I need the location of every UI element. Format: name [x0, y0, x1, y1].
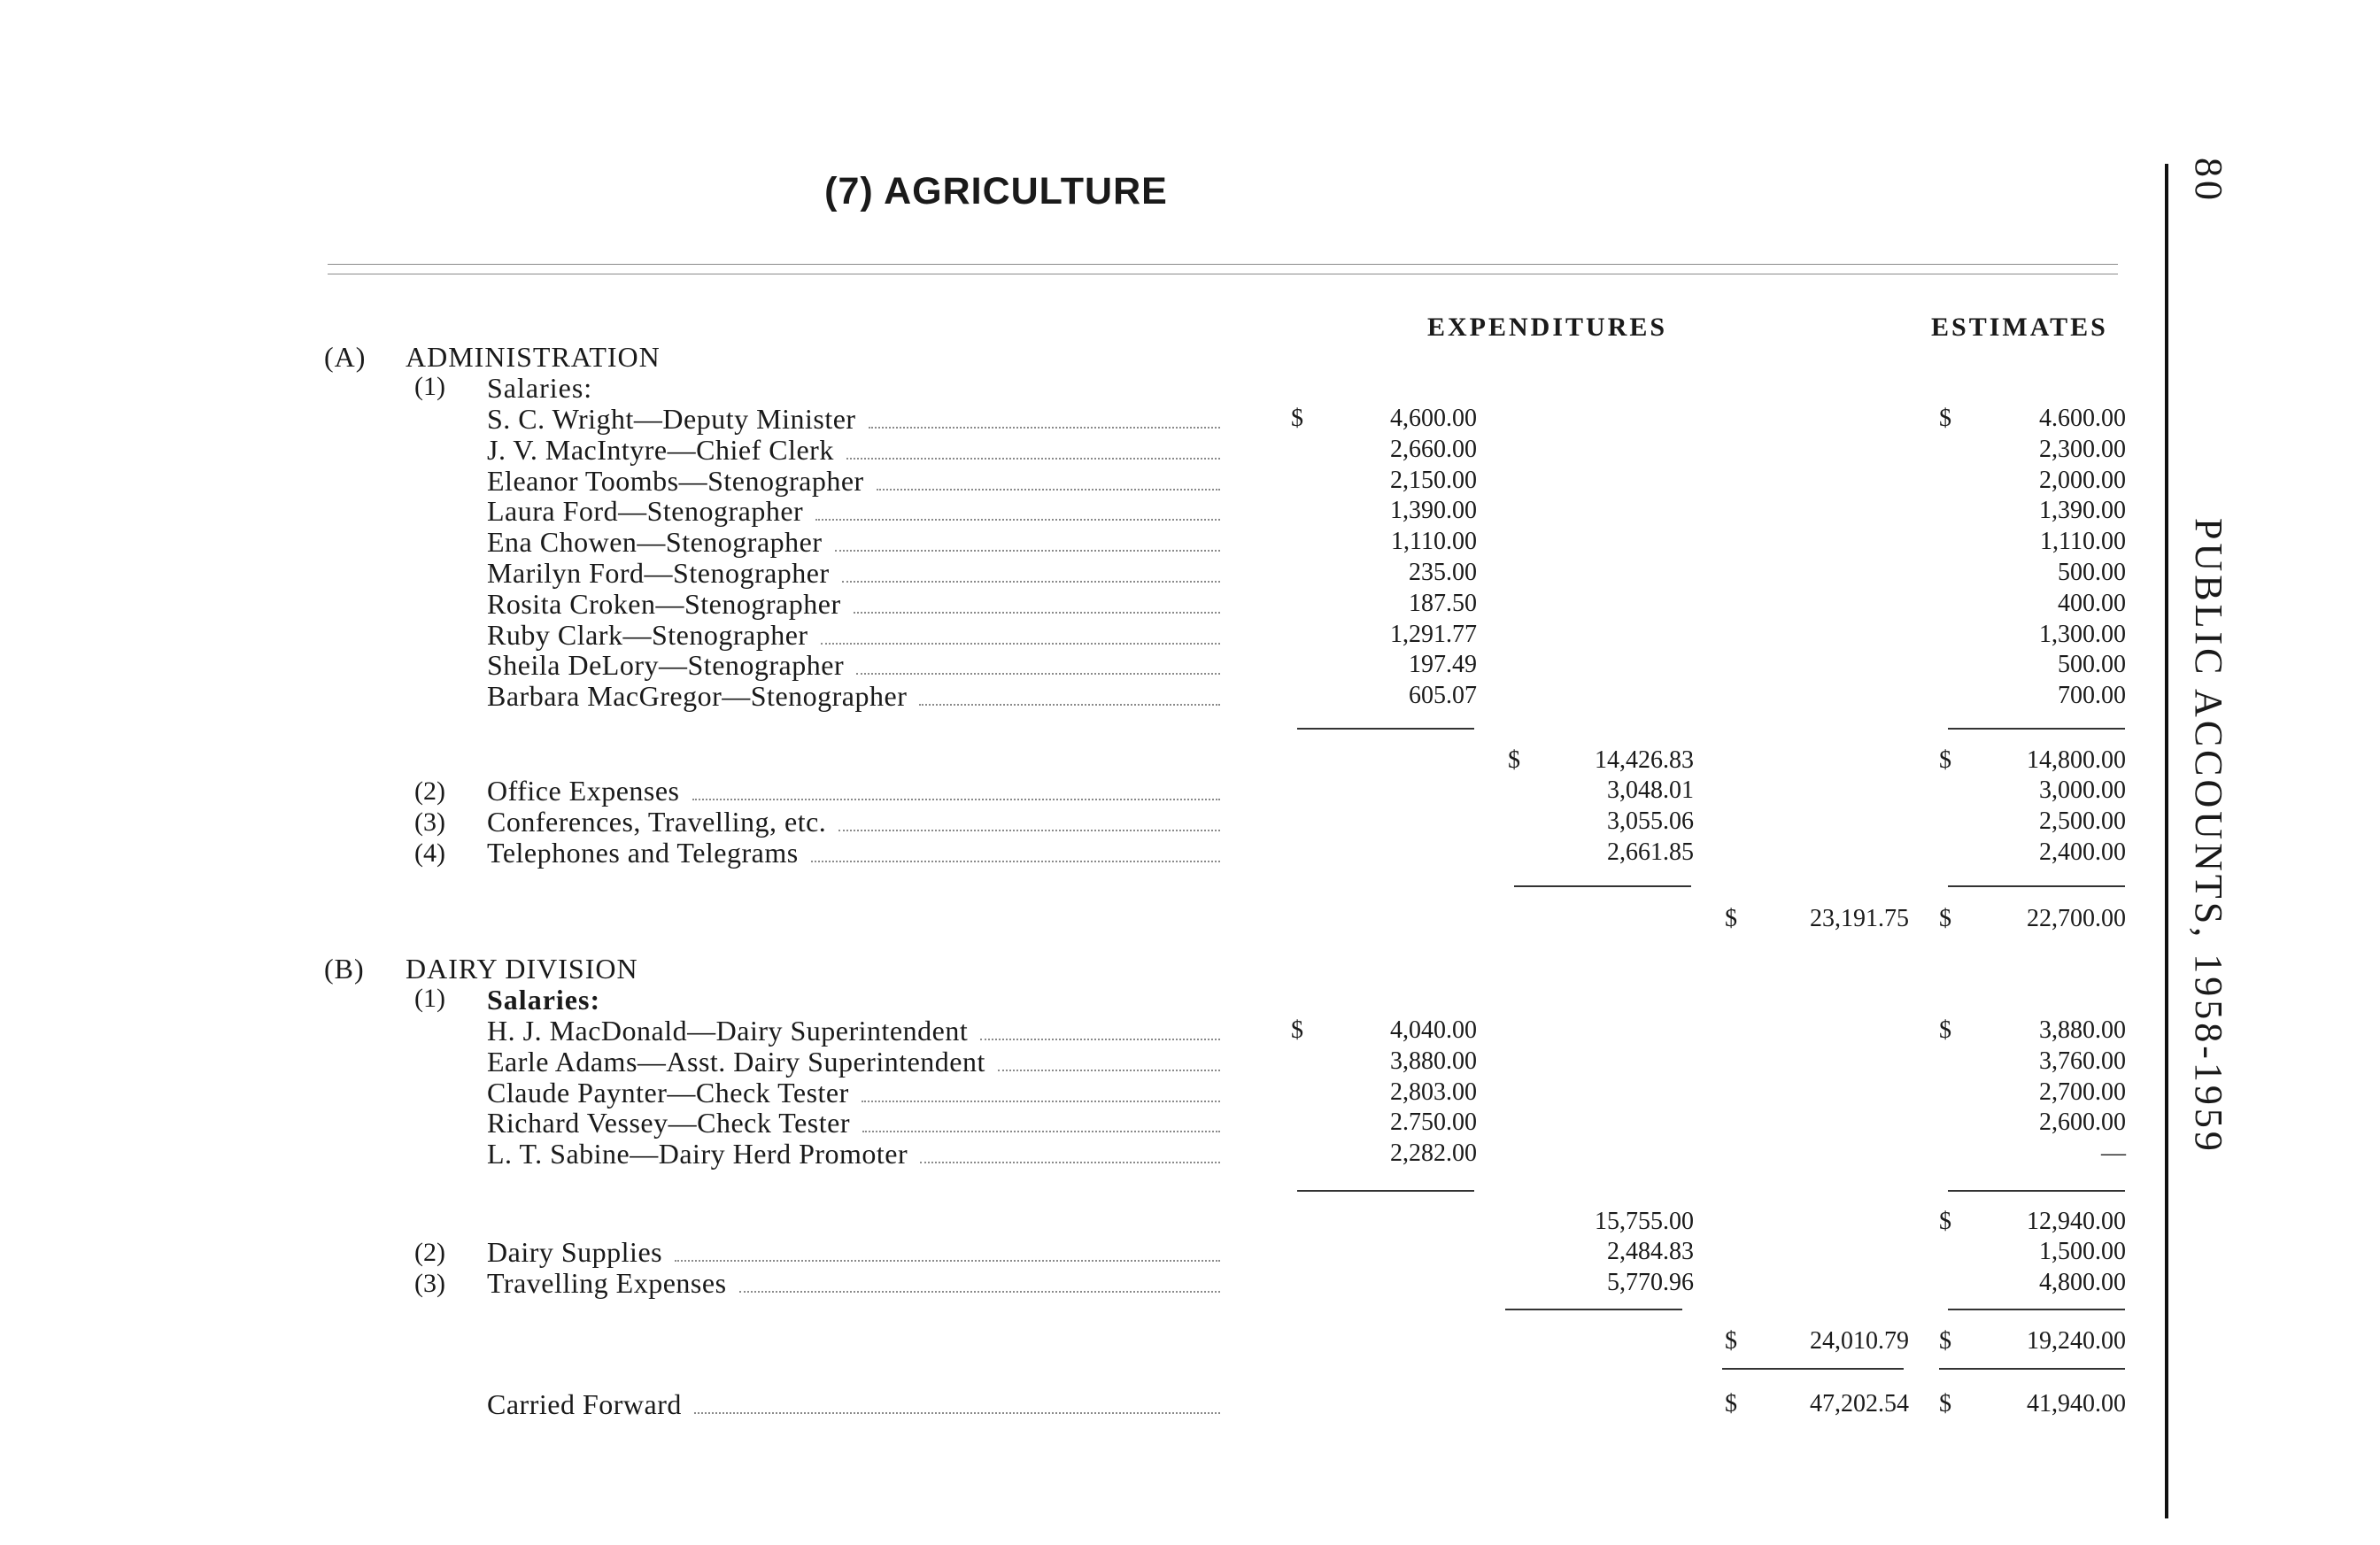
- expenditure-value: 3,880.00: [1390, 1047, 1477, 1075]
- item-number: (1): [414, 372, 445, 401]
- dollar-sign: $: [1939, 1208, 1951, 1235]
- subtotal-rule: [1297, 1190, 1474, 1192]
- subtotal-rule: [1948, 1190, 2125, 1192]
- employee-name: J. V. MacIntyre—Chief Clerk: [487, 433, 834, 466]
- estimate-value: 500.00: [2058, 559, 2126, 586]
- expenditure-value: 2,803.00: [1390, 1078, 1477, 1106]
- table-row: [487, 495, 1220, 528]
- carried-forward-estimate-total: 41,940.00: [2027, 1390, 2126, 1418]
- expenditure-value: 3,055.06: [1607, 807, 1694, 835]
- leader-dots: [842, 561, 1220, 583]
- employee-name: Richard Vessey—Check Tester: [487, 1107, 850, 1139]
- table-row: [487, 1267, 1220, 1297]
- expenditure-value: 2,282.00: [1390, 1139, 1477, 1168]
- employee-name: Ruby Clark—Stenographer: [487, 618, 808, 651]
- item-number: (3): [414, 1269, 445, 1298]
- leader-dots: [877, 469, 1220, 491]
- dollar-sign: $: [1939, 905, 1951, 932]
- subtotal-rule: [1948, 885, 2125, 887]
- expenditure-value: 2,150.00: [1390, 466, 1477, 494]
- item-number: (2): [414, 776, 445, 806]
- expenditure-value: 2,484.83: [1607, 1238, 1694, 1265]
- estimate-value: 2,700.00: [2039, 1078, 2126, 1106]
- expense-name: Conferences, Travelling, etc.: [487, 806, 827, 838]
- expense-name: Office Expenses: [487, 775, 680, 807]
- leader-dots: [821, 623, 1220, 645]
- expenditure-value: 1,390.00: [1390, 497, 1477, 525]
- expenditure-value: 2,661.85: [1607, 838, 1694, 866]
- leader-dots: [838, 810, 1220, 831]
- expenditure-value: 4,600.00: [1390, 405, 1477, 432]
- estimate-value: 700.00: [2058, 682, 2126, 710]
- salaries-label: Salaries:: [487, 984, 601, 1016]
- section-total: 23,191.75: [1810, 905, 1909, 932]
- estimate-value: 1,110.00: [2040, 528, 2126, 556]
- leader-dots: [846, 438, 1220, 460]
- section-letter: (B): [324, 953, 365, 985]
- estimate-value: 4,800.00: [2039, 1269, 2126, 1296]
- expenditure-value: 5,770.96: [1607, 1269, 1694, 1296]
- estimate-value: —: [2101, 1139, 2126, 1168]
- table-row: [487, 557, 1220, 587]
- item-number: (4): [414, 838, 445, 868]
- estimate-value: 4.600.00: [2039, 405, 2126, 432]
- dollar-sign: $: [1939, 746, 1951, 774]
- dollar-sign: $: [1939, 405, 1951, 432]
- leader-dots: [854, 592, 1220, 614]
- table-row: [487, 588, 1220, 618]
- table-row: [487, 619, 1220, 649]
- expense-name: Dairy Supplies: [487, 1236, 663, 1268]
- expenditure-value: 197.49: [1409, 651, 1477, 679]
- estimates-heading: ESTIMATES: [1931, 313, 2108, 342]
- page-number: 80: [2187, 158, 2230, 204]
- leader-dots: [919, 684, 1220, 706]
- carried-forward-label: Carried Forward: [487, 1388, 682, 1420]
- dollar-sign: $: [1291, 405, 1303, 432]
- estimate-value: 2,300.00: [2039, 435, 2126, 463]
- employee-name: Rosita Croken—Stenographer: [487, 587, 841, 620]
- expenditure-value: 2,660.00: [1390, 435, 1477, 463]
- leader-dots: [920, 1142, 1220, 1163]
- table-row: [487, 434, 1220, 464]
- table-row: [487, 1107, 1220, 1137]
- expense-name: Telephones and Telegrams: [487, 837, 799, 869]
- leader-dots: [811, 841, 1220, 862]
- expenditures-heading: EXPENDITURES: [1427, 313, 1668, 342]
- dollar-sign: $: [1939, 1327, 1951, 1355]
- dollar-sign: $: [1291, 1016, 1303, 1044]
- table-row: [487, 1015, 1220, 1045]
- subtotal-rule: [1514, 885, 1691, 887]
- salaries-estimate-total: 12,940.00: [2027, 1208, 2126, 1235]
- total-rule: [1722, 1368, 1904, 1370]
- employee-name: Claude Paynter—Check Tester: [487, 1076, 849, 1109]
- leader-dots: [980, 1019, 1220, 1040]
- leader-dots: [692, 779, 1221, 800]
- salaries-total: 15,755.00: [1595, 1208, 1694, 1235]
- section-estimate-total: 19,240.00: [2027, 1327, 2126, 1355]
- subtotal-rule: [1948, 1309, 2125, 1310]
- leader-dots: [862, 1081, 1220, 1102]
- estimate-value: 400.00: [2058, 589, 2126, 617]
- page-title: (7) AGRICULTURE: [824, 170, 1168, 212]
- margin-rule: [2165, 164, 2168, 1518]
- item-number: (1): [414, 984, 445, 1013]
- estimate-value: 500.00: [2058, 651, 2126, 679]
- subtotal-rule: [1505, 1309, 1682, 1310]
- table-row: [487, 649, 1220, 682]
- title-rule-top: [328, 264, 2118, 265]
- subtotal-rule: [1948, 728, 2125, 730]
- leader-dots: [869, 407, 1220, 429]
- section-letter: (A): [324, 341, 367, 373]
- dollar-sign: $: [1939, 1016, 1951, 1044]
- carried-forward-total: 47,202.54: [1810, 1390, 1909, 1418]
- table-row: [487, 775, 1220, 805]
- table-row: [487, 526, 1220, 559]
- expenditure-value: 2.750.00: [1390, 1109, 1477, 1137]
- expenditure-value: 235.00: [1409, 559, 1477, 586]
- employee-name: Barbara MacGregor—Stenographer: [487, 680, 908, 713]
- dollar-sign: $: [1725, 1327, 1737, 1355]
- salaries-estimate-total: 14,800.00: [2027, 746, 2126, 774]
- estimate-value: 2,600.00: [2039, 1109, 2126, 1137]
- leader-dots: [815, 499, 1220, 521]
- section-title: DAIRY DIVISION: [406, 953, 638, 985]
- table-row: [487, 1046, 1220, 1076]
- table-row: [487, 806, 1220, 836]
- employee-name: Sheila DeLory—Stenographer: [487, 649, 845, 682]
- table-row: [487, 1077, 1220, 1107]
- section-total: 24,010.79: [1810, 1327, 1909, 1355]
- section-estimate-total: 22,700.00: [2027, 905, 2126, 932]
- estimate-value: 3,880.00: [2039, 1016, 2126, 1044]
- salaries-label: Salaries:: [487, 372, 593, 404]
- expenditure-value: 1,110.00: [1391, 528, 1477, 556]
- employee-name: Eleanor Toombs—Stenographer: [487, 464, 864, 497]
- carried-forward-row: [487, 1388, 1220, 1418]
- leader-dots: [856, 653, 1220, 675]
- leader-dots: [675, 1240, 1220, 1262]
- estimate-value: 2,500.00: [2039, 807, 2126, 835]
- subtotal-rule: [1297, 728, 1474, 730]
- expenditure-value: 1,291.77: [1390, 620, 1477, 648]
- employee-name: Ena Chowen—Stenographer: [487, 526, 823, 559]
- employee-name: Marilyn Ford—Stenographer: [487, 557, 830, 589]
- table-row: [487, 465, 1220, 495]
- section-title: ADMINISTRATION: [406, 341, 661, 373]
- table-row: [487, 1138, 1220, 1168]
- estimate-value: 2,000.00: [2039, 466, 2126, 494]
- table-row: [487, 837, 1220, 867]
- leader-dots: [739, 1271, 1220, 1293]
- item-number: (3): [414, 807, 445, 837]
- expenditure-value: 3,048.01: [1607, 776, 1694, 804]
- employee-name: Laura Ford—Stenographer: [487, 495, 804, 528]
- employee-name: L. T. Sabine—Dairy Herd Promoter: [487, 1138, 908, 1170]
- table-row: [487, 403, 1220, 433]
- estimate-value: 1,500.00: [2039, 1238, 2126, 1265]
- table-row: [487, 1236, 1220, 1266]
- expenditure-value: 187.50: [1409, 589, 1477, 617]
- leader-dots: [862, 1111, 1220, 1132]
- dollar-sign: $: [1508, 746, 1520, 774]
- estimate-value: 2,400.00: [2039, 838, 2126, 866]
- employee-name: Earle Adams—Asst. Dairy Superintendent: [487, 1045, 985, 1078]
- expense-name: Travelling Expenses: [487, 1267, 727, 1299]
- item-number: (2): [414, 1238, 445, 1267]
- leader-dots: [694, 1393, 1220, 1414]
- salaries-total: 14,426.83: [1595, 746, 1694, 774]
- table-row: [487, 680, 1220, 713]
- employee-name: S. C. Wright—Deputy Minister: [487, 403, 856, 435]
- expenditure-value: 4,040.00: [1390, 1016, 1477, 1044]
- dollar-sign: $: [1939, 1390, 1951, 1418]
- estimate-value: 3,760.00: [2039, 1047, 2126, 1075]
- expenditure-value: 605.07: [1409, 682, 1477, 710]
- estimate-value: 3,000.00: [2039, 776, 2126, 804]
- leader-dots: [998, 1050, 1220, 1071]
- dollar-sign: $: [1725, 905, 1737, 932]
- estimate-value: 1,300.00: [2039, 620, 2126, 648]
- leader-dots: [835, 530, 1220, 552]
- running-head: PUBLIC ACCOUNTS, 1958-1959: [2187, 518, 2230, 1155]
- total-rule: [1939, 1368, 2125, 1370]
- estimate-value: 1,390.00: [2039, 497, 2126, 525]
- employee-name: H. J. MacDonald—Dairy Superintendent: [487, 1015, 969, 1047]
- dollar-sign: $: [1725, 1390, 1737, 1418]
